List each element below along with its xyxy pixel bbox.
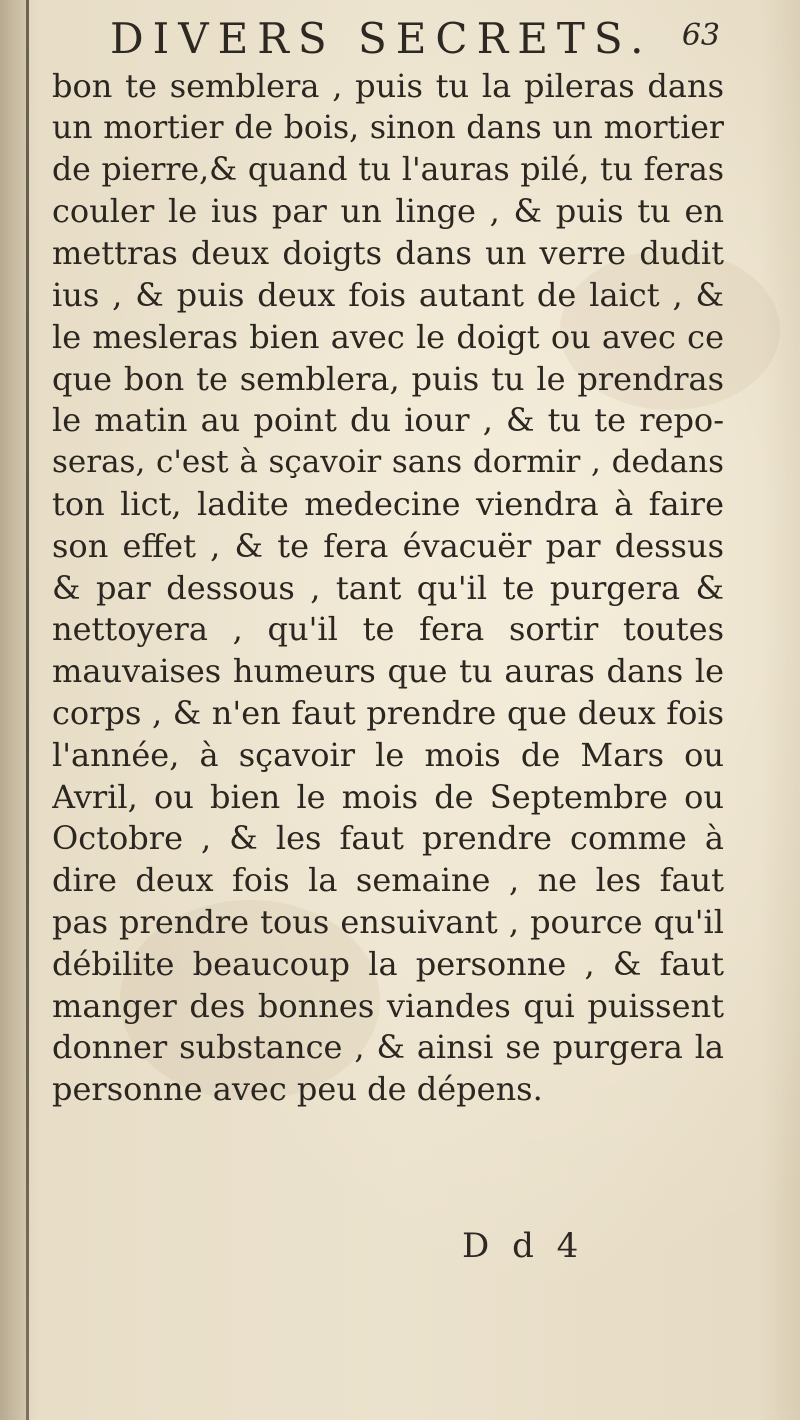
text-line: corps , & n'en faut prendre que deux fois (52, 693, 724, 732)
binding-shadow (0, 0, 26, 1420)
text-line: mauvaises humeurs que tu auras dans le (52, 652, 724, 691)
text-line: ius , & puis deux fois autant de laict , & (52, 275, 724, 314)
text-line: seras, c'est à sçavoir sans dormir , dedans (52, 444, 724, 481)
text-line: manger des bonnes viandes qui puissent (52, 986, 724, 1025)
signature-mark: D d 4 (462, 1226, 585, 1266)
text-line: nettoyera , qu'il te fera sortir toutes (52, 610, 724, 649)
binding-edge (26, 0, 29, 1420)
text-line: donner substance , & ainsi se purgera la (52, 1028, 724, 1067)
page-header (110, 14, 720, 74)
text-line: que bon te semblera, puis tu le prendras (52, 359, 724, 398)
text-line: ton lict, ladite medecine viendra à faire (52, 484, 724, 523)
text-line: son effet , & te fera évacuër par dessus (52, 526, 724, 565)
text-line: l'année, à sçavoir le mois de Mars ou (52, 735, 724, 774)
text-line: Avril, ou bien le mois de Septembre ou (52, 777, 724, 816)
text-line: & par dessous , tant qu'il te purgera & (52, 568, 724, 607)
page-number: 63 (681, 18, 720, 53)
text-line: le mesleras bien avec le doigt ou avec ce (52, 317, 724, 356)
text-line: le matin au point du iour , & tu te repo- (52, 401, 724, 440)
text-line: pas prendre tous ensuivant , pource qu'il (52, 902, 724, 941)
body-text (52, 66, 724, 1111)
text-line: dire deux fois la semaine , ne les faut (52, 861, 724, 900)
text-line: bon te semblera , puis tu la pileras dans (52, 67, 724, 105)
text-line: personne avec peu de dépens. (52, 1070, 543, 1109)
text-line: débilite beaucoup la personne , & faut (52, 944, 724, 983)
running-title: DIVERS SECRETS. (110, 14, 653, 63)
text-line: un mortier de bois, sinon dans un mortier (52, 109, 724, 146)
text-line: Octobre , & les faut prendre comme à (52, 819, 724, 858)
text-line: de pierre,& quand tu l'auras pilé, tu feras (52, 151, 724, 188)
text-line: couler le ius par un linge , & puis tu en (52, 192, 724, 231)
text-line: mettras deux doigts dans un verre dudit (52, 234, 724, 273)
